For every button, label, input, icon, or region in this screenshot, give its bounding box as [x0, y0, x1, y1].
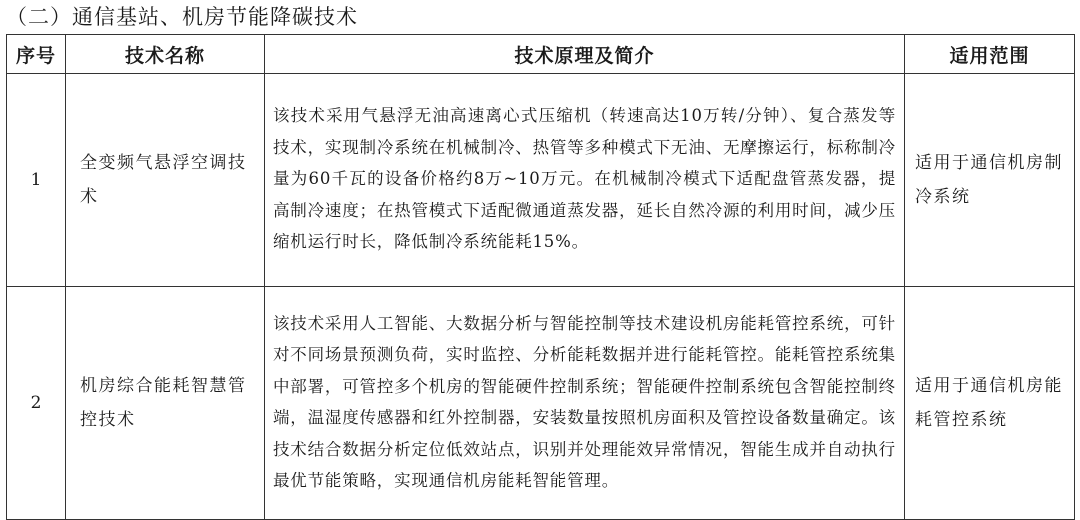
tech-scope: 适用于通信机房能耗管控系统 [905, 287, 1075, 520]
header-no: 序号 [7, 35, 66, 74]
tech-description: 该技术采用人工智能、大数据分析与智能控制等技术建设机房能耗管控系统，可针对不同场景预测负荷，实时监控、分析能耗数据并进行能耗管控。能耗管控系统集中部署，可管控多个机房的智能硬件控制系统；智能硬件控制系统包含智能控制终端，温湿度传感器和红外控制器，安装数量按照机房面积及管控设备数量确定。该技术结合数据分析定位低效站点，识别并处理能效异常情况，智能生成并自动执行最优节能策略，实现通信机房能耗智能管理。 [265, 287, 905, 520]
section-title: （二）通信基站、机房节能降碳技术 [6, 5, 358, 29]
table-row [7, 74, 1075, 287]
header-name: 技术名称 [66, 35, 265, 74]
technology-table [6, 34, 1075, 520]
tech-scope: 适用于通信机房制冷系统 [905, 74, 1075, 287]
tech-name: 全变频气悬浮空调技术 [66, 74, 265, 287]
row-number: 1 [7, 74, 66, 287]
table-row [7, 287, 1075, 520]
tech-description: 该技术采用气悬浮无油高速离心式压缩机（转速高达10万转/分钟）、复合蒸发等技术，实现制冷系统在机械制冷、热管等多种模式下无油、无摩擦运行，标称制冷量为60千瓦的设备价格约8万~10万元。在机械制冷模式下适配盘管蒸发器，提高制冷速度；在热管模式下适配微通道蒸发器，延长自然冷源的利用时间，减少压缩机运行时长，降低制冷系统能耗15%。 [265, 74, 905, 287]
tech-name: 机房综合能耗智慧管控技术 [66, 287, 265, 520]
row-number: 2 [7, 287, 66, 520]
header-scope: 适用范围 [905, 35, 1075, 74]
table-header-row [7, 35, 1075, 74]
header-desc: 技术原理及简介 [265, 35, 905, 74]
